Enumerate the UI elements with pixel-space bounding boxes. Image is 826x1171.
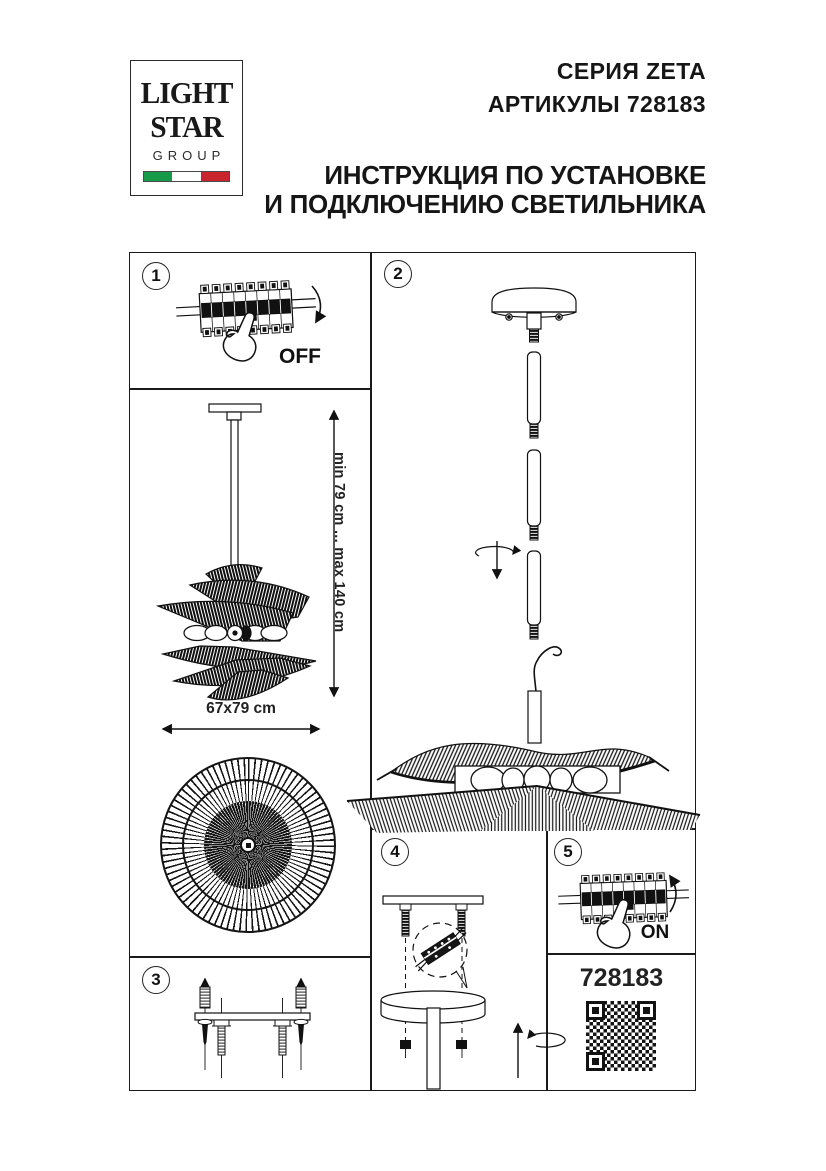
step5-number: 5 [554, 838, 582, 866]
qr-code [586, 1001, 656, 1071]
articles-title: АРТИКУЛЫ 728183 [487, 91, 706, 117]
screw [218, 1026, 225, 1055]
step2-assembly-drawing [347, 288, 700, 833]
instruction-title-line2: И ПОДКЛЮЧЕНИЮ СВЕТИЛЬНИКА [264, 188, 706, 219]
arrow-up-icon [670, 876, 676, 912]
wall-plug [200, 987, 210, 1008]
rod-segment [528, 450, 541, 526]
off-label: OFF [279, 345, 321, 368]
logo-word-group: GROUP [152, 148, 226, 163]
lamp-top-view-drawing [160, 757, 336, 933]
threaded-stud [402, 910, 409, 936]
rotate-icon [476, 547, 514, 556]
anchor-screw [298, 1024, 304, 1046]
on-label: ON [640, 922, 670, 943]
lamp-side-view-drawing [158, 404, 334, 729]
step1-number: 1 [142, 262, 170, 290]
wall-plug [296, 987, 306, 1008]
width-dimension-label: 67x79 cm [206, 700, 276, 717]
center-hub [240, 837, 256, 853]
rod-segment [528, 352, 541, 424]
step4-number: 4 [381, 838, 409, 866]
series-title: СЕРИЯ ZETA [556, 58, 706, 84]
step4-canopy-drawing [381, 896, 565, 1089]
step3-bracket-drawing [195, 979, 310, 1078]
mounting-bracket [383, 896, 483, 904]
step3-number: 3 [142, 966, 170, 994]
mounting-bracket [195, 1013, 310, 1020]
anchor-screw [202, 1024, 208, 1046]
qr-finder-icon [586, 1052, 605, 1071]
screw [279, 1026, 286, 1055]
instruction-title-line1: ИНСТРУКЦИЯ ПО УСТАНОВКЕ [324, 160, 706, 190]
ceiling-canopy [492, 288, 576, 312]
step2-number: 2 [384, 260, 412, 288]
rod [427, 1008, 440, 1089]
logo-word-light: LIGHT [140, 75, 233, 110]
height-dimension-label: min 79 cm ... max 140 cm [331, 452, 347, 633]
article-number: 728183 [579, 964, 664, 992]
arrow-down-icon [312, 286, 321, 322]
logo-word-star: STAR [150, 109, 223, 144]
wire-icon [534, 647, 561, 692]
nut [400, 1040, 411, 1049]
nut [456, 1040, 467, 1049]
qr-finder-icon [637, 1001, 656, 1020]
rod-segment [528, 551, 541, 625]
qr-finder-icon [586, 1001, 605, 1020]
